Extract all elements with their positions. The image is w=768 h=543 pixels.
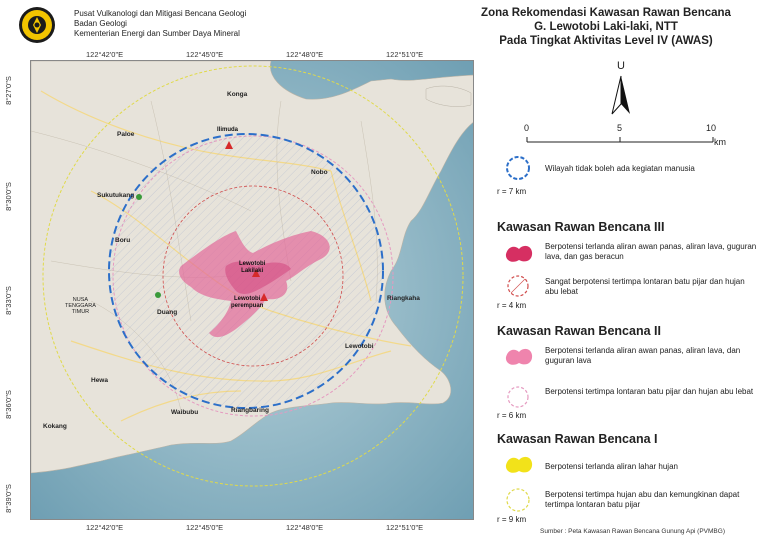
lat-label-left-1: 8°27'0"S: [3, 76, 13, 105]
lon-label-bottom-4: 122°51'0"E: [386, 523, 424, 532]
place-sukutukang: Sukutukang: [97, 192, 135, 199]
place-konga: Konga: [227, 91, 248, 98]
legend-krb1-item2: Berpotensi tertimpa hujan abu dan kemungkinan dapat tertimpa lontaran batu pijar: [545, 490, 740, 509]
lakilaki-label: Lewotobi Lakilaki: [239, 261, 266, 274]
scale-bar: [526, 135, 716, 145]
legend-krb3-flow-symbol: [503, 242, 535, 266]
source-note: Sumber : Peta Kawasan Rawan Bencana Gunung Api (PVMBG): [540, 528, 725, 535]
lon-label-top-4: 122°51'0"E: [386, 50, 424, 59]
north-label: U: [617, 60, 625, 72]
place-waibubu: Waibubu: [171, 409, 199, 416]
lon-label-top-3: 122°48'0"E: [286, 50, 324, 59]
lon-label-bottom-3: 122°48'0"E: [286, 523, 324, 532]
legend-krb3-item2: Sangat berpotensi tertimpa lontaran batu pijar dan hujan abu lebat: [545, 277, 745, 296]
legend-krb3-title: Kawasan Rawan Bencana III: [497, 220, 665, 234]
perempuan-label: Lewotobi perempuan: [231, 296, 264, 309]
legend-krb1-item1: Berpotensi terlanda aliran lahar hujan: [545, 462, 678, 471]
lon-label-bottom-1: 122°42'0"E: [86, 523, 124, 532]
legend-krb3-ring-symbol: [503, 273, 533, 299]
scale-tick-0: 0: [524, 123, 530, 133]
ilimuda-label: Ilimuda: [217, 127, 239, 133]
org-agency: Badan Geologi: [74, 19, 127, 28]
north-arrow-icon: [610, 74, 632, 116]
org-name: Pusat Vulkanologi dan Mitigasi Bencana Geologi: [74, 9, 247, 18]
legend-krb2-item1: Berpotensi terlanda aliran awan panas, aliran lava, dan guguran lava: [545, 346, 741, 365]
title-line-3: Pada Tingkat Aktivitas Level IV (AWAS): [499, 35, 713, 47]
legend-r4: r = 4 km: [497, 301, 527, 310]
place-boru: Boru: [115, 237, 131, 244]
place-riangkaha: Riangkaha: [387, 295, 420, 302]
place-nobo: Nobo: [311, 169, 328, 176]
scale-tick-5: 5: [617, 123, 623, 133]
map-canvas: [31, 61, 474, 520]
legend-r7: r = 7 km: [497, 187, 527, 196]
legend-krb1-title: Kawasan Rawan Bencana I: [497, 432, 658, 446]
lat-label-left-4: 8°36'0"S: [3, 390, 13, 419]
legend-krb2-title: Kawasan Rawan Bencana II: [497, 324, 661, 338]
legend-krb2-ring-symbol: [503, 384, 533, 410]
place-paloe: Paloe: [117, 131, 135, 138]
place-hewa: Hewa: [91, 377, 108, 384]
place-riangbaring: Riangbaring: [231, 407, 269, 414]
legend-no-activity-text: Wilayah tidak boleh ada kegiatan manusia: [545, 164, 695, 173]
lon-label-top-2: 122°45'0"E: [186, 50, 224, 59]
legend-krb1-ring-symbol: [503, 486, 533, 514]
lon-label-top-1: 122°42'0"E: [86, 50, 124, 59]
scale-tick-10: 10: [706, 123, 717, 133]
title-line-2: G. Lewotobi Laki-laki, NTT: [534, 21, 678, 33]
legend-krb2-item2: Berpotensi tertimpa lontaran batu pijar dan hujan abu lebat: [545, 387, 754, 396]
place-nusa-tenggara: NUSA TENGGARA TIMUR: [65, 297, 96, 315]
esdm-logo-icon: [18, 6, 56, 44]
legend-krb2-flow-symbol: [503, 345, 535, 369]
legend-r9: r = 9 km: [497, 515, 527, 524]
lat-label-left-5: 8°39'0"S: [3, 484, 13, 513]
lat-label-left-3: 8°33'0"S: [3, 286, 13, 315]
scale-unit: km: [714, 137, 726, 147]
lat-label-left-2: 8°30'0"S: [3, 182, 13, 211]
place-duang: Duang: [157, 309, 178, 316]
legend-r6: r = 6 km: [497, 411, 527, 420]
lon-label-bottom-2: 122°45'0"E: [186, 523, 224, 532]
place-kokang: Kokang: [43, 423, 67, 430]
title-line-1: Zona Rekomendasi Kawasan Rawan Bencana: [481, 7, 731, 19]
hazard-map[interactable]: [30, 60, 474, 520]
place-lewotobi: Lewotobi: [345, 343, 374, 350]
legend-no-activity-symbol: [503, 154, 533, 182]
org-ministry: Kementerian Energi dan Sumber Daya Mineral: [74, 29, 240, 38]
legend-krb3-item1: Berpotensi terlanda aliran awan panas, aliran lava, guguran lava, dan gas beracun: [545, 242, 757, 261]
map-title: [448, 6, 764, 48]
legend-krb1-flow-symbol: [503, 453, 535, 477]
